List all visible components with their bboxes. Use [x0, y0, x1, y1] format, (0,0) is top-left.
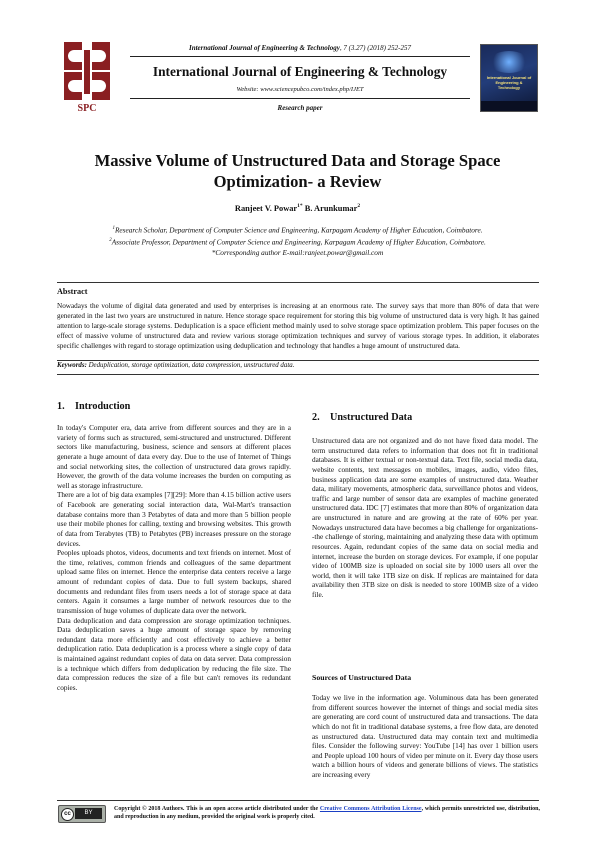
cc-by-icon: BY [75, 808, 102, 819]
keywords-label: Keywords: [57, 362, 87, 369]
cover-title: International Journal of Engineering & Technology [486, 75, 532, 90]
author-1-sup: 1* [297, 203, 303, 209]
cc-license-badge[interactable] [58, 805, 106, 823]
logo-text: SPC [77, 103, 97, 114]
author-1: Ranjeet V. Powar [234, 203, 298, 213]
section-2-paragraph: Unstructured data are not organized and do not have fixed data model. The term unstructured data refers to information that does not fit in traditional databases. It is either textual or non-textual data. Text file, social media data, website contents, text messages on mobiles, images, audio, video files, business application data are some examples of unstructured data. Weather data, military movements, atmospheric data, surveillance photos and videos, traffic and large number of sensor data are examples of machine generated unstructured data. IDC [7] estimates that more than 80% of organization data are unstructured in nature and are growing at the rate of 60% per year. Nowadays unstructured data have becomes a big challenge for organizations--the challenge of storing, maintaining and analyzing these data with optimum resources. Again, redundant copies of the same data on social media and internet, increase the burden on storage devices. For example, if one popular video of 100MB size is uploaded on social site by 1000 users all over the world, then it will take 1TB size on disk. If replicas are maintained for data availability then 3TB size on disk is needed to store 100MB size of a video file. [312, 437, 538, 599]
journal-website[interactable]: Website: www.sciencepubco.com/index.php/IJET [236, 86, 364, 93]
left-column [57, 424, 291, 694]
section-1-title: Introduction [75, 401, 131, 412]
author-2-sup: 2 [357, 203, 361, 209]
corresponding-author: *Corresponding author E-mail:ranjeet.powar@gmail.com [211, 247, 384, 257]
affiliation-2-sup: 2 [109, 237, 112, 243]
cc-icon: cc [61, 808, 74, 821]
section-2-heading [312, 412, 412, 423]
abstract-heading: Abstract [57, 287, 88, 296]
cover-band [481, 101, 537, 111]
keywords-text: Deduplication, storage optimization, data compression, unstructured data. [86, 362, 295, 369]
paper-title [40, 150, 555, 192]
author-list [40, 203, 555, 213]
journal-title: International Journal of Engineering & Technology [152, 64, 448, 79]
header-rule-top [130, 56, 470, 57]
copyright-text-after: , which permits unrestricted use, distribution, and reproduction in any medium, provided the original work is properly cited. [114, 806, 540, 821]
header-rule-bottom [130, 98, 470, 99]
abstract-box [57, 282, 539, 361]
paper-title-line1: Massive Volume of Unstructured Data and Storage Space [94, 151, 501, 170]
journal-cover-image [480, 44, 538, 112]
section-2-title: Unstructured Data [330, 412, 413, 423]
affiliation-1-sup: 1 [112, 226, 115, 231]
citation-ref: , 7 (3.27) (2018) 252-257 [339, 44, 411, 52]
right-column [312, 437, 538, 601]
affiliations [40, 224, 555, 258]
article-type: Research paper [277, 104, 323, 112]
header-citation [130, 44, 470, 52]
affiliation-1 [40, 224, 555, 236]
affiliation-2-text: Associate Professor, Department of Computer Science and Engineering, Karpagam Academy of Higher Education, Coimbatore. [111, 237, 486, 247]
section-1-paragraph: Data deduplication and data compression are storage optimization techniques. Data deduplication saves a huge amount of storage space by removing redundant data more efficiently and cost effectively to achieve a better deduplication ratio. Data deduplication is a process where a single copy of data is maintained against redundant copies of data on data server. Data compression is a technique which differs from deduplication by reducing the file size. The data compression reduces the size of a file but can't removes its redundant copies. [57, 616, 291, 692]
subsection-body [312, 694, 538, 781]
affiliation-1-text: Research Scholar, Department of Computer Science and Engineering, Karpagam Academy of Higher Education, Coimbatore. [114, 225, 483, 235]
keywords-rule [57, 374, 539, 375]
subsection-heading: Sources of Unstructured Data [312, 673, 412, 682]
license-link[interactable]: Creative Commons Attribution License [319, 806, 422, 812]
author-2: B. Arunkumar [302, 203, 358, 213]
affiliation-2 [40, 236, 555, 248]
footer-rule [57, 800, 539, 801]
section-1-heading [57, 401, 130, 412]
paper-title-line2: Optimization- a Review [213, 172, 382, 191]
section-1-number: 1. [57, 401, 65, 412]
spc-logo-icon [60, 40, 114, 114]
section-2-number: 2. [312, 412, 320, 423]
citation-journal: International Journal of Engineering & Technology [188, 44, 340, 52]
section-1-paragraph: In today's Computer era, data arrive from different sources and they are in a variety of forms such as structured, semi-structured and unstructured. Different sectors like manufacturing, business, science and sensors at different places generate a huge amount of data every day. Due to the use of Internet of Things and social networking sites, the collection of unstructured data grows rapidly. However, the growth of the data volume increases the burden on computing as well as storage infrastructure. [57, 424, 291, 490]
abstract-text: Nowadays the volume of digital data generated and used by enterprises is increasing at an enormous rate. The survey says that more than 80% of data that were generated in the last two years are unstructured in nature. Hence storage space requirement for storing this big volume of unstructured data is very high. It has gained attention to large-scale storage systems. Deduplication is a space efficient method mainly used to solve storage space optimization problem. This paper focuses on the effect of massive volume of unstructured data and review various storage optimization techniques and survey of various storage types. In addition, it elaborates specific challenges with regard to storage optimization using deduplication and technology that handles a huge amount of unstructured data. [57, 302, 539, 350]
copyright-notice [114, 805, 540, 822]
keywords [57, 362, 539, 369]
copyright-text-before: Copyright © 2018 Authors. This is an open access article distributed under the [114, 806, 320, 812]
subsection-paragraph: Today we live in the information age. Voluminous data has been generated from different sources however the internet of things and social media sites are generating are cord count of unstructured data and transactions. The data which do not fit in traditional database systems, a free flow data, are denoted as unstructured data. Unstructured data may contain text and multimedia files. Consider the following survey: YouTube [14] has over 1 billion users and People upload 100 hours of video per minute on it. Every day those users watch a billion hours of videos and generate billions of views. The statistics are increasing every [312, 694, 538, 779]
section-1-paragraph: There are a lot of big data examples [7][29]: More than 4.15 billion active users of Facebook are generating social interaction data, Wal-Mart's transaction database contains more than 3 Petabytes of data and more than 5 billion people use their mobile phones for calling, texting and browsing websites. This growth of data from Terabytes (TB) to Petabytes (PB) increases pressure on the storage devices. [57, 491, 291, 548]
section-1-paragraph: Peoples uploads photos, videos, documents and text friends on internet. Most of the time, relatives, common friends and colleagues of the same department upload same files on internet. Hence the enterprise data centers receive a large amount of redundant copies of data. Due to full system backups, shared documents and redundant files from users needs a lot of storage space at data centers. Again it consumes a large number of network resources due to the transmission of huge volumes of duplicate data over the network. [57, 549, 291, 615]
cover-glow [489, 51, 529, 73]
